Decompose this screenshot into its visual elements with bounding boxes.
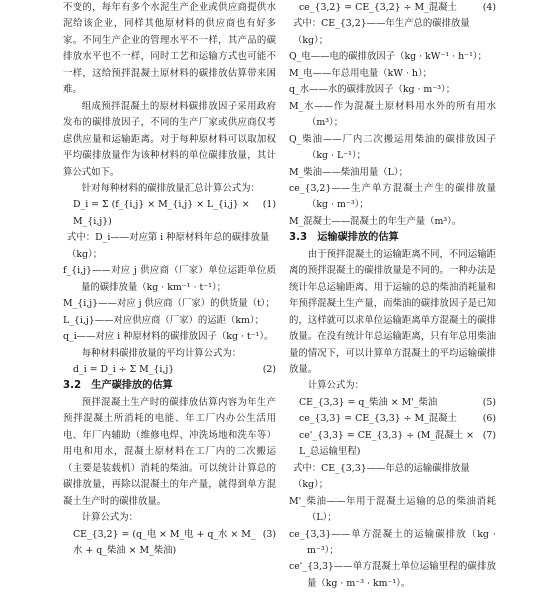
paragraph-sum-intro: 针对每种材料的碳排放量汇总计算公式为： — [81, 182, 260, 194]
equation-1 — [63, 197, 276, 230]
definition-lij: L_{i,j}——对应供应商（厂家）的运距（km）； — [63, 314, 264, 326]
equation-2-number: (2) — [262, 363, 276, 375]
definition-ce32-unit: ce_{3,2}——生产单方混凝土产生的碳排放量（kg · m⁻³）； — [289, 182, 496, 211]
equation-5 — [289, 395, 496, 411]
equation-6 — [289, 411, 496, 427]
definition-q-water: q_水——水的碳排放因子（kg · m⁻³）； — [289, 84, 456, 96]
equation-1-number: (1) — [262, 199, 276, 211]
definition-fij: f_{i,j}——对应 j 供应商（厂家）单位运距单位质量的碳排放量（kg · km⁻¹ · t⁻¹）； — [63, 265, 276, 293]
definition-ce32: 式中：CE_{3,2}——年生产总的碳排放量（kg）； — [293, 18, 470, 46]
definition-m-diesel: M_柴油——柴油用量（L）； — [289, 166, 408, 178]
paragraph-production: 预拌混凝土生产时的碳排放估算内容为年生产预拌混凝土所消耗的电能、年工厂内办公生活用电、年厂内辅助（维修电焊、冲洗场地和洗车等）用电和用水，混凝土原材料在工厂内的二次搬运（主要是装载机）消耗的柴油。可以统计计算总的碳排放量，再除以混凝土的年产量，就得到单方混凝土生产时的碳排放量。 — [63, 396, 276, 507]
definition-mij: M_{i,j}——对应 j 供应商（厂家）的供货量（t）； — [63, 298, 275, 310]
equation-5-number: (5) — [482, 396, 496, 408]
equation-3 — [63, 527, 276, 560]
equation-1-body: D_i = Σ (f_{i,j} × M_{i,j} × L_{i,j} × M_{i,j}) — [73, 199, 250, 227]
definition-m-concrete: M_混凝土——混凝土的年生产量（m³）。 — [289, 215, 462, 227]
paragraph-calc-left: 计算公式为： — [81, 512, 139, 524]
equation-2-body: d_i = D_i ÷ Σ M_{i,j} — [73, 363, 175, 375]
equation-3-body: CE_{3,2} = (q_电 × M_电 + q_水 × M_水 + q_柴油 × M_柴油) — [73, 528, 256, 556]
definition-m-electricity: M_电——年总用电量（kW · h）； — [289, 67, 433, 79]
left-column — [63, 0, 276, 559]
equation-4 — [289, 0, 496, 16]
definition-ce33-unit: ce_{3,3}——单方混凝土的运输碳排放（kg · m⁻³）； — [289, 528, 496, 556]
paragraph-intro: 不变的，每年有多个水泥生产企业或供应商提供水泥给该企业，同样其他原材料的供应商也有好多家。不同生产企业的管理水平不一样，其产品的碳排放水平也不一样，同时工艺和运输方式也可能不一样，这给预拌混凝土原材料的碳排放估算带来困难。 — [63, 2, 276, 96]
equation-2 — [63, 362, 276, 378]
section-heading-3-2: 3.2 生产碳排放的估算 — [63, 380, 173, 392]
paragraph-method: 组成预拌混凝土的原材料碳排放因子采用政府发布的碳排放因子，不同的生产厂家或供应商仅考虑供应量和运输距离。对于每种原材料可以取加权平均碳排放量作为该种材料的单位碳排放量，其计算公式如下。 — [63, 100, 276, 178]
paragraph-transport: 由于预拌混凝土的运输距离不同，不同运输距离的预拌混凝土的碳排放量是不同的。一种办法是统计年总运输距离、用于运输的总的柴油消耗量和年预拌混凝土生产量，而柴油的碳排放因子是已知的，这样就可以求单位运输距离单方混凝土的碳排放量。在没有统计年总运输距离，只有年总用柴油量的情况下，可以计算单方混凝土的平均运输碳排放量。 — [289, 248, 496, 375]
definition-m-water: M_水——作为混凝土原材料用水外的所有用水（m³）； — [289, 100, 496, 129]
equation-4-body: ce_{3,2} = CE_{3,2} ÷ M_混凝土 — [299, 2, 457, 13]
section-heading-3-3: 3.3 运输碳排放的估算 — [289, 232, 399, 244]
right-column — [289, 0, 496, 592]
equation-7 — [289, 428, 496, 461]
definition-qi: q_i——对应 i 种原材料的碳排放因子（kg · t⁻¹）。 — [63, 331, 274, 343]
equation-7-body: ce'_{3,3} = CE_{3,3} ÷ (M_混凝土 × L_总运输里程) — [299, 429, 474, 458]
equation-6-body: ce_{3,3} = CE_{3,3} ÷ M_混凝土 — [299, 413, 457, 425]
paragraph-calc-right: 计算公式为： — [307, 380, 365, 392]
definition-di: 式中：D_i——对应第 i 种原材料年总的碳排放量（kg）； — [67, 232, 270, 260]
equation-6-number: (6) — [482, 413, 496, 425]
definition-q-electricity: Q_电——电的碳排放因子（kg · kW⁻¹ · h⁻¹）； — [289, 51, 487, 63]
definition-ce33: 式中：CE_{3,3}——年总的运输碳排放量（kg）； — [293, 462, 470, 491]
equation-5-body: CE_{3,3} = q_柴油 × M'_柴油 — [299, 396, 438, 408]
definition-m-diesel-transport: M'_柴油——年用于混凝土运输的总的柴油消耗（L）； — [289, 495, 496, 524]
equation-3-number: (3) — [262, 528, 276, 540]
definition-ce33-per-km: ce'_{3,3}——单方混凝土单位运输里程的碳排放量（kg · m⁻³ · km⁻¹）。 — [289, 561, 496, 589]
definition-q-diesel: Q_柴油——厂内二次搬运用柴油的碳排放因子（kg · L⁻¹）； — [289, 133, 496, 162]
equation-4-number: (4) — [482, 2, 496, 13]
paragraph-avg-intro: 每种材料碳排放量的平均计算公式为： — [81, 347, 242, 359]
equation-7-number: (7) — [482, 429, 496, 441]
